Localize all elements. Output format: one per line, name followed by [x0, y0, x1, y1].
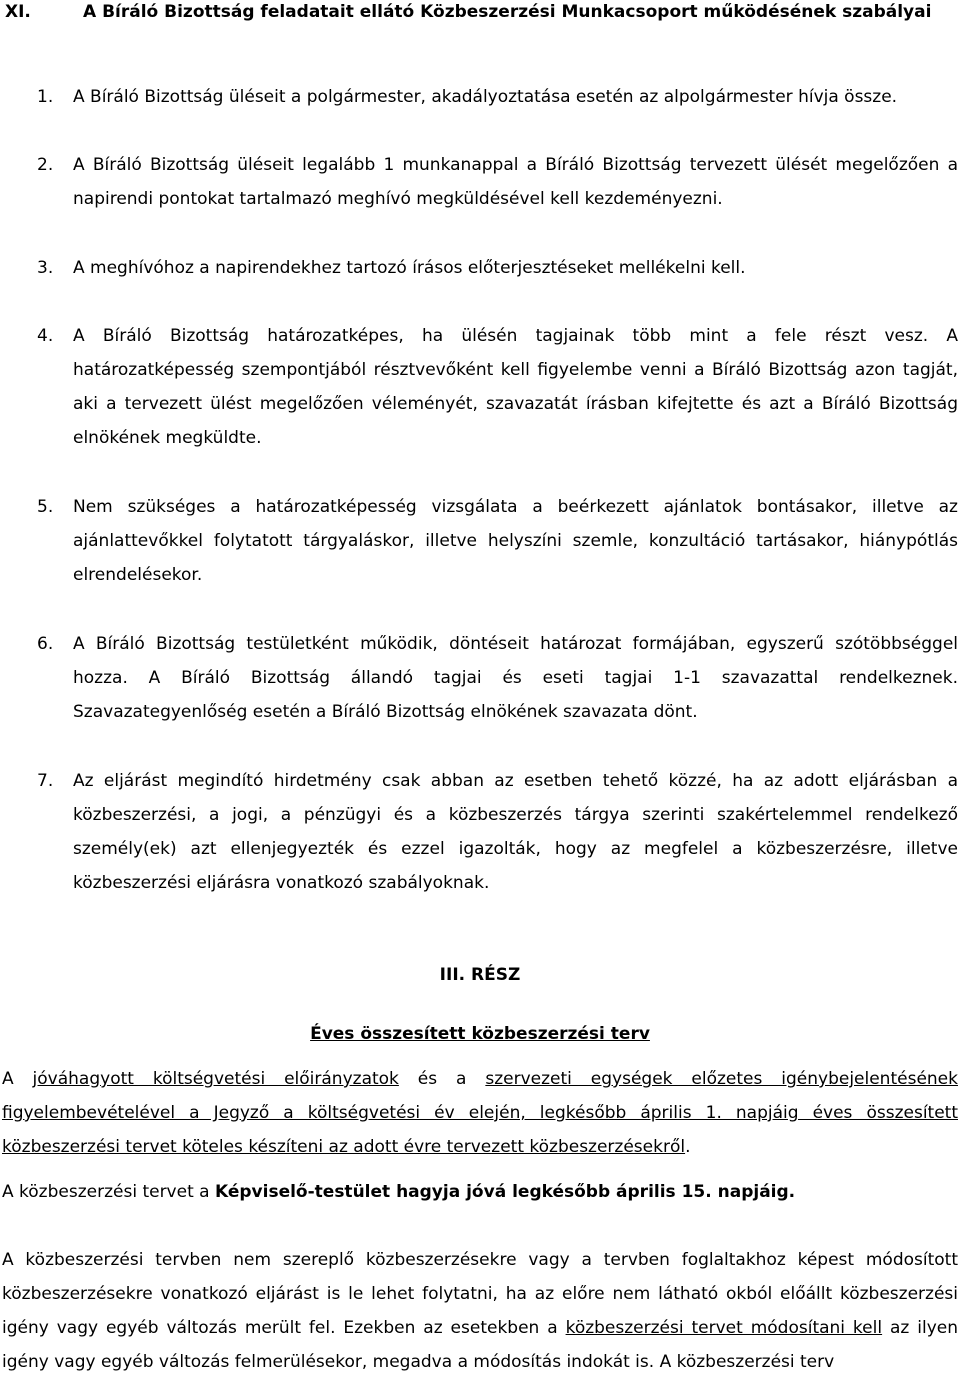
list-item-text: A Bíráló Bizottság határozatképes, ha ülésén tagjainak több mint a fele részt vesz. A határozatképesség szempontjából résztvevőként kell figyelembe venni a Bíráló Bizottság azon tagját, aki a tervezett ülést megelőzően véleményét, szavazatát írásban kifejtette és azt a Bíráló Bizottság elnökének megküldte. — [73, 326, 958, 448]
paragraph-text: és a — [398, 1069, 486, 1089]
paragraph-text: . — [685, 1137, 691, 1157]
list-item-number: 3. — [37, 258, 54, 278]
section-xi-number: XI. — [5, 2, 31, 22]
paragraph-text: A közbeszerzési tervben nem szereplő közbeszerzésekre vagy a tervben foglaltakhoz képest módosított közbeszerzésekre vonatkozó eljárást is le lehet folytatni, ha az előre nem látható okból előállt közbeszerzési igény vagy egyéb változás merült fel. Ezekben az esetekben a — [2, 1250, 958, 1338]
paragraph-text: A — [2, 1069, 33, 1089]
list-item-3 — [37, 251, 958, 285]
underlined-text: jóváhagyott költségvetési előirányzatok — [32, 1069, 399, 1089]
list-item-number: 5. — [37, 497, 54, 517]
plan-preparation-paragraph — [2, 1062, 958, 1164]
bold-text: Képviselő-testület hagyja jóvá legkésőbb április 15. napjáig. — [214, 1182, 796, 1202]
list-item-6 — [37, 627, 958, 729]
list-item-4 — [37, 319, 958, 455]
list-item-text: A Bíráló Bizottság üléseit legalább 1 munkanappal a Bíráló Bizottság tervezett ülését megelőzően a napirendi pontokat tartalmazó meghívó megküldésével kell kezdeményezni. — [73, 155, 958, 209]
list-item-7 — [37, 764, 958, 900]
list-item-1 — [37, 80, 958, 114]
plan-approval-paragraph — [2, 1175, 958, 1209]
list-item-number: 4. — [37, 326, 54, 346]
list-item-text: A meghívóhoz a napirendekhez tartozó írásos előterjesztéseket mellékelni kell. — [73, 258, 746, 278]
section-xi-heading — [5, 1, 955, 23]
list-item-number: 2. — [37, 155, 54, 175]
list-item-text: Az eljárást megindító hirdetmény csak abban az esetben tehető közzé, ha az adott eljárásban a közbeszerzési, a jogi, a pénzügyi és a közbeszerzés tárgya szerinti szakértelemmel rendelkező személy(ek) azt ellenjegyezték és ezzel igazolták, hogy az megfelel a közbeszerzésre, illetve közbeszerzési eljárásra vonatkozó szabályoknak. — [73, 771, 958, 893]
list-item-number: 1. — [37, 87, 54, 107]
list-item-number: 6. — [37, 634, 54, 654]
section-xi-title: A Bíráló Bizottság feladatait ellátó Közbeszerzési Munkacsoport működésének szabályai — [83, 2, 932, 22]
list-item-number: 7. — [37, 771, 54, 791]
list-item-text: A Bíráló Bizottság üléseit a polgármester, akadályoztatása esetén az alpolgármester hívja össze. — [73, 87, 898, 107]
plan-modification-paragraph — [2, 1243, 958, 1379]
list-item-text: Nem szükséges a határozatképesség vizsgálata a beérkezett ajánlatok bontásakor, illetve az ajánlattevőkkel folytatott tárgyaláskor, illetve helyszíni szemle, konzultáció tartásakor, hiánypótlás elrendelésekor. — [73, 497, 958, 585]
paragraph-text: A közbeszerzési tervet a — [2, 1182, 215, 1202]
list-item-5 — [37, 490, 958, 592]
underlined-text: szervezeti egységek előzetes igénybejelentésének figyelembevételével a Jegyző a költségvetési év elején, legkésőbb április 1. napjáig éves összesített közbeszerzési tervet köteles készíteni az adott évre tervezett közbeszerzésekről — [2, 1069, 958, 1157]
list-item-2 — [37, 148, 958, 216]
part-iii-label: III. RÉSZ — [439, 965, 521, 985]
underlined-text: közbeszerzési tervet módosítani kell — [565, 1318, 883, 1338]
paragraph-text: az ilyen igény vagy egyéb változás felmerülésekor, megadva a módosítás indokát is. A közbeszerzési terv — [2, 1318, 959, 1372]
list-item-text: A Bíráló Bizottság testületként működik, döntéseit határozat formájában, egyszerű szótöbbséggel hozza. A Bíráló Bizottság állandó tagjai és eseti tagjai 1-1 szavazattal rendelkeznek. Szavazategyenlőség esetén a Bíráló Bizottság elnökének szavazata dönt. — [73, 634, 958, 722]
part-iii-subtitle: Éves összesített közbeszerzési terv — [310, 1024, 650, 1044]
